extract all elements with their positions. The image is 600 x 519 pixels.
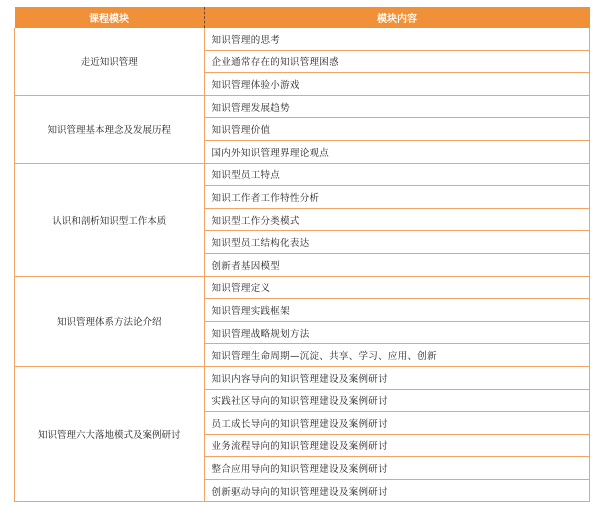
module-item: 创新者基因模型 [204,253,590,276]
module-item: 知识管理体验小游戏 [204,73,590,96]
module-item: 知识型工作分类模式 [204,208,590,231]
module-title: 知识管理基本理念及发展历程 [15,95,205,163]
table-row [15,163,590,186]
module-item: 企业通常存在的知识管理困惑 [204,50,590,73]
module-item: 知识管理发展趋势 [204,95,590,118]
module-item: 知识管理战略规划方法 [204,321,590,344]
header-module: 课程模块 [15,7,205,28]
course-table-wrapper [14,7,588,502]
module-item: 知识管理生命周期—沉淀、共享、学习、应用、创新 [204,344,590,367]
module-item: 知识型员工特点 [204,163,590,186]
module-title: 走近知识管理 [15,28,205,95]
table-row [15,95,590,118]
module-item: 知识管理实践框架 [204,299,590,322]
module-title: 知识管理六大落地模式及案例研讨 [15,366,205,502]
module-item: 国内外知识管理界理论观点 [204,140,590,163]
module-item: 整合应用导向的知识管理建设及案例研讨 [204,457,590,480]
table-row [15,366,590,389]
table-row [15,276,590,299]
module-item: 知识管理的思考 [204,28,590,50]
course-table [14,7,590,502]
module-item: 知识内容导向的知识管理建设及案例研讨 [204,366,590,389]
module-item: 知识型员工结构化表达 [204,231,590,254]
module-item: 员工成长导向的知识管理建设及案例研讨 [204,412,590,435]
module-title: 认识和剖析知识型工作本质 [15,163,205,276]
module-item: 知识管理价值 [204,118,590,141]
module-item: 实践社区导向的知识管理建设及案例研讨 [204,389,590,412]
module-item: 知识管理定义 [204,276,590,299]
table-row [15,28,590,50]
module-item: 业务流程导向的知识管理建设及案例研讨 [204,434,590,457]
table-header-row [15,7,590,28]
module-item: 知识工作者工作特性分析 [204,186,590,209]
header-content: 模块内容 [204,7,590,28]
module-title: 知识管理体系方法论介绍 [15,276,205,366]
module-item: 创新驱动导向的知识管理建设及案例研讨 [204,479,590,502]
